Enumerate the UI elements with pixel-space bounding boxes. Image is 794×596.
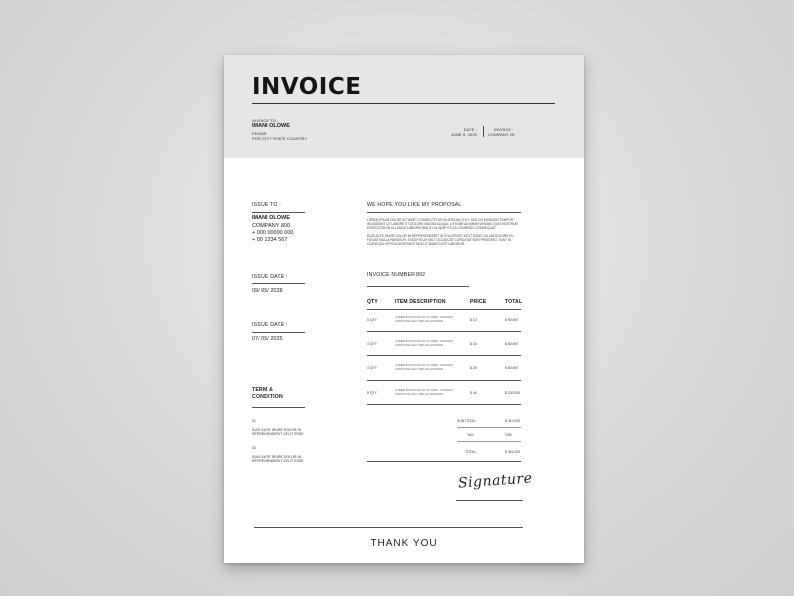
- row-desc-line-2: ADIPISCING ELIT SED DO EIUSMOD: [395, 319, 444, 323]
- header-separator: [483, 126, 484, 137]
- signature-line: [456, 500, 523, 501]
- header-band: [224, 55, 584, 158]
- row-divider: [367, 331, 521, 332]
- total-value: $ 451.000: [505, 450, 521, 454]
- invoice-title: INVOICE: [252, 74, 362, 100]
- date-label: DATE :: [463, 127, 477, 132]
- row-desc-line-1: LOREM IPSUM DOLOR SIT AMET, CONSECT: [395, 388, 454, 392]
- thank-you: THANK YOU: [370, 538, 438, 549]
- tax-value: 10%: [505, 433, 512, 437]
- total-label: TOTAL :: [465, 450, 478, 454]
- terms-text-1b: REPREHENDERIT VELIT ESSE: [252, 432, 304, 436]
- title-divider: [252, 103, 555, 104]
- issue-to-divider: [252, 212, 305, 213]
- row-divider: [367, 355, 521, 356]
- invoice-page: [224, 55, 584, 563]
- invoice-number-label: INVOICE NUMBER :: [367, 272, 419, 278]
- issue-date-2: 07/ 05/ 2025: [252, 336, 283, 342]
- row-qty: 5 QTY: [367, 391, 377, 395]
- row-price: $ 20: [470, 366, 477, 370]
- invoice-label: INVOICE :: [494, 127, 514, 132]
- table-header-description: ITEM DESCRIPTION: [395, 299, 446, 305]
- issue-date-label-2: ISSUE DATE :: [252, 322, 288, 328]
- terms-text-2a: DUIS AUTE IRURE DOLOR IN: [252, 455, 302, 459]
- table-header-price: PRICE: [470, 299, 487, 305]
- row-desc-line-1: LOREM IPSUM DOLOR SIT AMET, CONSECT: [395, 363, 454, 367]
- issue-phone-1: + 000 00000 000: [252, 230, 294, 236]
- totals-divider: [367, 461, 521, 462]
- terms-num-2: 02: [252, 446, 256, 450]
- table-header-total: TOTAL: [505, 299, 523, 305]
- row-qty: 5 QTY: [367, 318, 377, 322]
- row-qty: 4 QTY: [367, 342, 377, 346]
- issue-phone-2: + 00 1234 567: [252, 237, 288, 243]
- row-total: $ 60.000: [505, 342, 519, 346]
- subtotal-label: SUB TOTAL :: [457, 419, 478, 423]
- tax-divider: [457, 441, 521, 442]
- issue-name: IMANI OLOWE: [252, 215, 290, 221]
- row-total: $ 220.000: [505, 391, 521, 395]
- tax-label: TAX :: [467, 433, 476, 437]
- row-price: $ 44: [470, 391, 477, 395]
- issue-date-divider-2: [252, 332, 305, 333]
- invoice-to-label: INVOICE TO :: [252, 118, 279, 123]
- table-header-qty: QTY: [367, 299, 378, 305]
- row-qty: 4 QTY: [367, 366, 377, 370]
- proposal-title: WE HOPE YOU LIKE MY PROPOSAL: [367, 202, 462, 208]
- row-total: $ 50.000: [505, 318, 519, 322]
- client-name: IMANI OLOWE: [252, 123, 290, 129]
- row-price: $ 15: [470, 342, 477, 346]
- proposal-divider: [367, 212, 521, 213]
- row-divider: [367, 380, 521, 381]
- address: POR CITY STATE COUNTRY: [252, 136, 308, 141]
- terms-num-1: 01: [252, 419, 256, 423]
- invoice-number-divider: [367, 286, 469, 287]
- proposal-paragraph-1: LOREM IPSUM DOLOR SIT AMET, CONSECTETUR ADIPISCING ELIT, SED DO EIUSMOD TEMPOR INCIDIDUNT UT LABORE ET DOLORE MAGNA ALIQUA. UT ENIM AD MINIM VENIAM, QUIS NOSTRUD EXERCITATION ULLAMCO LABORIS NISI UT ALIQUIP EX EA COMMODO CONSEQUAT.: [367, 218, 518, 231]
- phone-label: PHONE: [252, 131, 267, 136]
- terms-divider: [252, 407, 305, 408]
- invoice-number: 002: [416, 272, 426, 278]
- issue-company: COMPANY 800: [252, 223, 291, 229]
- row-desc-line-2: ADIPISCING ELIT SED DO EIUSMOD: [395, 343, 444, 347]
- terms-text-2b: REPREHENDERIT VELIT ESSE: [252, 459, 304, 463]
- issue-date-1: 09/ 05/ 2028: [252, 288, 283, 294]
- table-header-divider: [367, 309, 521, 310]
- issue-to-label: ISSUE TO :: [252, 202, 281, 208]
- row-price: $ 10: [470, 318, 477, 322]
- row-divider: [367, 404, 521, 405]
- signature: Signature: [457, 470, 533, 492]
- row-desc-line-1: LOREM IPSUM DOLOR SIT AMET, CONSECT: [395, 315, 454, 319]
- terms-label-line-2: CONDITION: [252, 394, 283, 400]
- invoice-company: COMPANY 25: [488, 132, 515, 137]
- proposal-paragraph-2: DUIS AUTE IRURE DOLOR IN REPREHENDERIT IN VOLUPTATE VELIT ESSE CILLUM DOLORE EU FUGIAT NULLA PARIATUR. EXCEPTEUR SINT OCCAECAT CUPIDATAT NON PROIDENT, SUNT IN CULPA QUI OFFICIA DESERUNT MOLLIT ANIM ID EST LABORUM.: [367, 234, 514, 247]
- issue-date-label-1: ISSUE DATE :: [252, 274, 288, 280]
- row-total: $ 80.000: [505, 366, 519, 370]
- row-desc-line-1: LOREM IPSUM DOLOR SIT AMET, CONSECT: [395, 339, 454, 343]
- subtotal-divider: [457, 427, 521, 428]
- row-desc-line-2: ADIPISCING ELIT SED DO EIUSMOD: [395, 392, 444, 396]
- footer-divider: [254, 527, 523, 528]
- row-desc-line-2: ADIPISCING ELIT SED DO EIUSMOD: [395, 367, 444, 371]
- terms-label-line-1: TERM &: [252, 387, 274, 393]
- subtotal-value: $ 410.000: [505, 419, 521, 423]
- issue-date-divider-1: [252, 283, 305, 284]
- terms-text-1a: DUIS AUTE IRURE DOLOR IN: [252, 428, 302, 432]
- date-value: JUNE 5, 2029: [450, 132, 477, 137]
